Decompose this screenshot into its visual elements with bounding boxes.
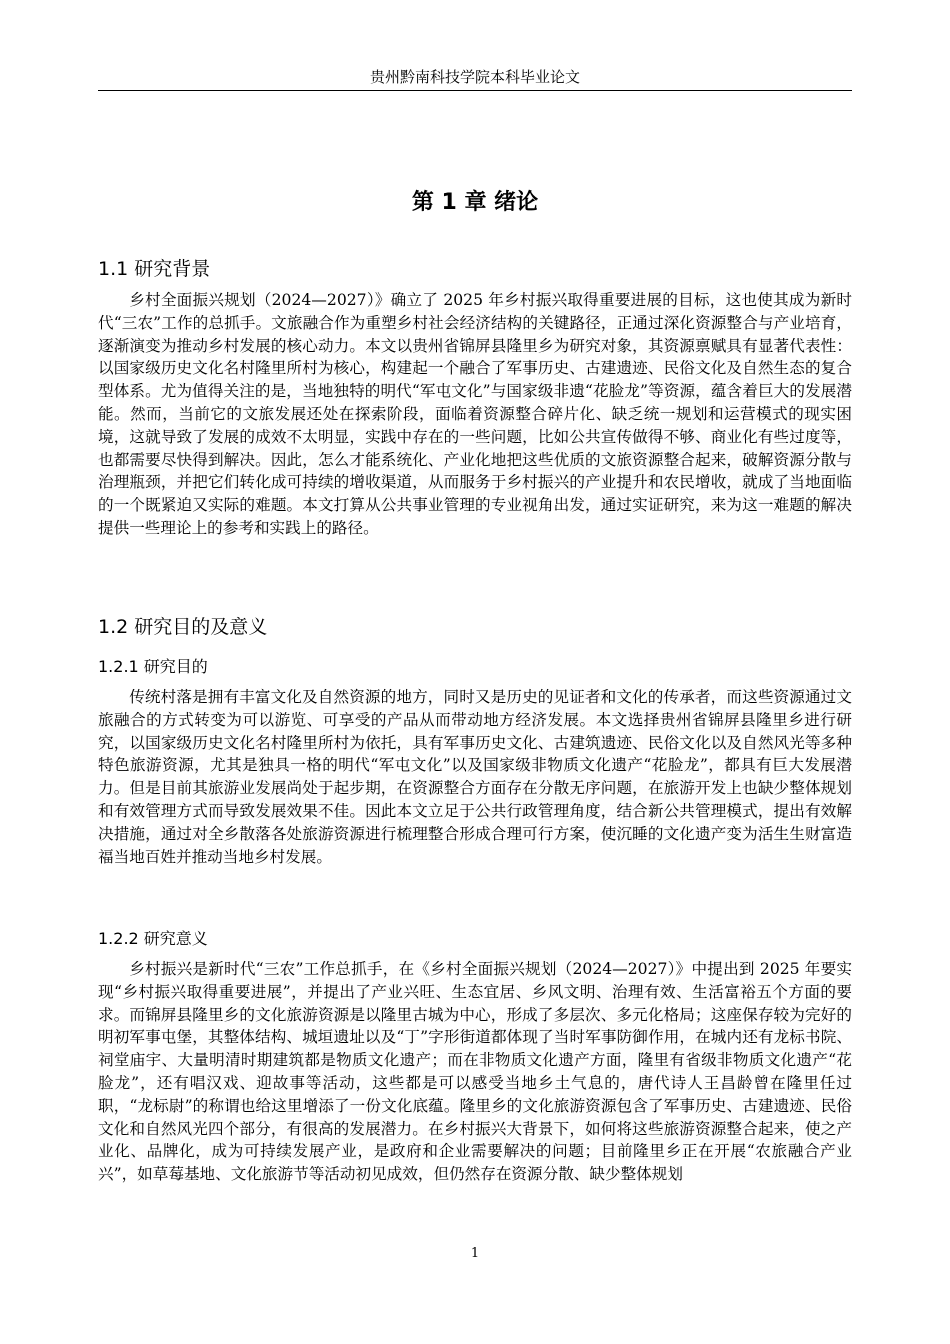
paragraph-research-significance: 乡村振兴是新时代“三农”工作总抓手，在《乡村全面振兴规划（2024—2027）》中提出到 2025 年要实现“乡村振兴取得重要进展”，并提出了产业兴旺、生态宜居、乡风文明、治理有效、生活富裕五个方面的要求。而锦屏县隆里乡的文化旅游资源是以隆里古城为中心，形成了多层次、多元化格局；这座保存较为完好的明初军事屯堡，其整体结构、城垣遗址以及“丁”字形街道都体现了当时军事防御作用，在城内还有龙标书院、祠堂庙宇、大量明清时期建筑都是物质文化遗产；而在非物质文化遗产方面，隆里有省级非物质文化遗产“花脸龙”，还有唱汉戏、迎故事等活动，这些都是可以感受当地乡土气息的，唐代诗人王昌龄曾在隆里任过职，“龙标尉”的称谓也给这里增添了一份文化底蕴。隆里乡的文化旅游资源包含了军事历史、古建遗迹、民俗文化和自然风光四个部分，有很高的发展潜力。在乡村振兴大背景下，如何将这些旅游资源整合起来，使之产业化、品牌化，成为可持续发展产业，是政府和企业需要解决的问题；目前隆里乡正在开展“农旅融合产业兴”，如草莓基地、文化旅游节等活动初见成效，但仍然存在资源分散、缺少整体规划 [98,960,852,1184]
section-heading-1-2: 1.2 研究目的及意义 [98,616,268,638]
page-number: 1 [470,1246,480,1261]
running-header: 贵州黔南科技学院本科毕业论文 [369,68,580,86]
section-heading-1-1: 1.1 研究背景 [98,258,211,280]
subsection-heading-1-2-2: 1.2.2 研究意义 [98,929,208,948]
paragraph-research-background: 乡村全面振兴规划（2024—2027）》确立了 2025 年乡村振兴取得重要进展的目标，这也使其成为新时代“三农”工作的总抓手。文旅融合作为重塑乡村社会经济结构的关键路径，正通过深化资源整合与产业培育，逐渐演变为推动乡村发展的核心动力。本文以贵州省锦屏县隆里乡为研究对象，其资源禀赋具有显著代表性：以国家级历史文化名村隆里所村为核心，构建起一个融合了军事历史、古建遗迹、民俗文化及自然生态的复合型体系。尤为值得关注的是，当地独特的明代“军屯文化”与国家级非遗“花脸龙”等资源，蕴含着巨大的发展潜能。然而，当前它的文旅发展还处在探索阶段，面临着资源整合碎片化、缺乏统一规划和运营模式的现实困境，这就导致了发展的成效不太明显，实践中存在的一些问题，比如公共宣传做得不够、商业化有些过度等，也都需要尽快得到解决。因此，怎么才能系统化、产业化地把这些优质的文旅资源整合起来，破解资源分散与治理瓶颈，并把它们转化成可持续的增收渠道，从而服务于乡村振兴的产业提升和农民增收，就成了当地面临的一个既紧迫又实际的难题。本文打算从公共事业管理的专业视角出发，通过实证研究，来为这一难题的解决提供一些理论上的参考和实践上的路径。 [98,291,852,537]
paragraph-research-purpose: 传统村落是拥有丰富文化及自然资源的地方，同时又是历史的见证者和文化的传承者，而这些资源通过文旅融合的方式转变为可以游览、可享受的产品从而带动地方经济发展。本文选择贵州省锦屏县隆里乡进行研究，以国家级历史文化名村隆里所村为依托，具有军事历史文化、古建筑遗迹、民俗文化以及自然风光等多种特色旅游资源，尤其是独具一格的明代“军屯文化”以及国家级非物质文化遗产“花脸龙”，都具有巨大发展潜力。但是目前其旅游业发展尚处于起步期，在资源整合方面存在分散无序问题，在旅游开发上也缺少整体规划和有效管理方式而导致发展效果不佳。因此本文立足于公共行政管理角度，结合新公共管理模式，提出有效解决措施，通过对全乡散落各处旅游资源进行梳理整合形成合理可行方案，使沉睡的文化遗产变为活生生财富造福当地百姓并推动当地乡村发展。 [98,688,852,866]
subsection-heading-1-2-1: 1.2.1 研究目的 [98,657,208,676]
chapter-title: 第 1 章 绪论 [411,190,539,215]
header-divider [98,90,852,91]
